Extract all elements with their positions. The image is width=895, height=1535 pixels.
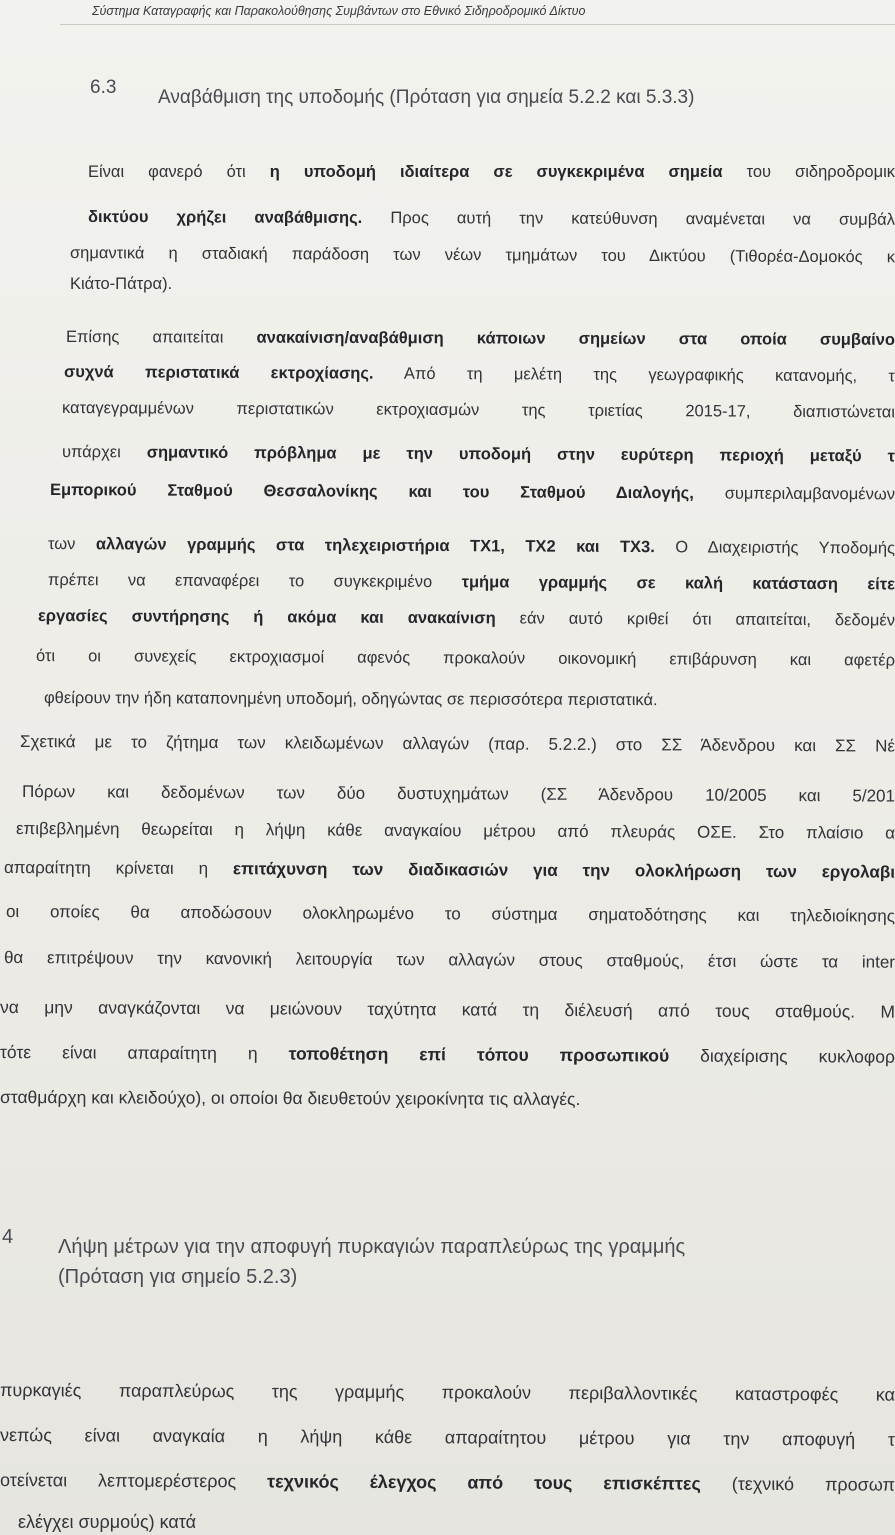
subsection-text-line: ελέγχει συρμούς) κατά — [18, 1512, 197, 1532]
body-text-line: απαραίτητη κρίνεται η επιτάχυνση των διαδικασιών για την ολοκλήρωση των εργολαβι — [3, 858, 895, 882]
body-text-line: πρέπει να επαναφέρει το συγκεκριμένο τμήμα γραμμής σε καλή κατάσταση είτε — [47, 571, 895, 594]
subsection-text-line: πυρκαγιές παραπλεύρως της γραμμής προκαλούν περιβαλλοντικές καταστροφές κα — [0, 1380, 895, 1405]
header-divider — [60, 24, 895, 25]
body-text-line: σταθμάρχη και κλειδούχο), οι οποίοι θα διευθετούν χειροκίνητα τις αλλαγές. — [0, 1087, 581, 1110]
subsection-title: Λήψη μέτρων για την αποφυγή πυρκαγιών παραπλεύρως της γραμμής — [58, 1236, 686, 1258]
body-text-line: Είναι φανερό ότι η υποδομή ιδιαίτερα σε συγκεκριμένα σημεία του σιδηροδρομικ — [88, 163, 895, 181]
section-title: Αναβάθμιση της υποδομής (Πρόταση για σημεία 5.2.2 και 5.3.3) — [158, 87, 695, 108]
section-number: 6.3 — [90, 77, 117, 98]
body-text-line: εργασίες συντήρησης ή ακόμα και ανακαίνιση εάν αυτό κριθεί ότι απαιτείται, δεδομέν — [37, 607, 895, 630]
body-text-line: να μην αναγκάζονται να μειώνουν ταχύτητα κατά τη διέλευσή από τους σταθμούς. Μ — [0, 997, 895, 1022]
body-text-line: φθείρουν την ήδη καταπονημένη υποδομή, οδηγώντας σε περισσότερα περιστατικά. — [43, 689, 658, 710]
body-text-line: Εμπορικού Σταθμού Θεσσαλονίκης και του Σταθμού Διαλογής, συμπεριλαμβανομένων — [49, 481, 895, 504]
subsection-subtitle: (Πρόταση για σημείο 5.2.3) — [58, 1266, 298, 1288]
body-text-line: τότε είναι απαραίτητη η τοποθέτηση επί τόπου προσωπικού διαχείρισης κυκλοφορ — [0, 1042, 895, 1067]
body-text-line: Κιάτο-Πάτρα). — [70, 275, 173, 293]
body-text-line: θα επιτρέψουν την κανονική λειτουργία των αλλαγών στους σταθμούς, έτσι ώστε τα inter — [3, 948, 895, 972]
running-header: Σύστημα Καταγραφής και Παρακολούθησης Συμβάντων στο Εθνικό Σιδηροδρομικό Δίκτυο — [92, 4, 586, 18]
body-text-line: επιβεβλημένη θεωρείται η λήψη κάθε αναγκαίου μέτρου από πλευράς ΟΣΕ. Στο πλαίσιο α — [15, 819, 895, 843]
body-text-line: οι οποίες θα αποδώσουν ολοκληρωμένο το σύστημα σηματοδότησης και τηλεδιοίκησης — [5, 902, 895, 926]
body-text-line: ότι οι συνεχείς εκτροχιασμοί αφενός προκαλούν οικονομική επιβάρυνση και αφετέρ — [35, 647, 895, 670]
subsection-text-line: νεπώς είναι αναγκαία η λήψη κάθε απαραίτητου μέτρου για την αποφυγή τ — [0, 1425, 895, 1450]
body-text-line: Επίσης απαιτείται ανακαίνιση/αναβάθμιση κάποιων σημείων στα οποία συμβαίνο — [65, 328, 895, 349]
body-text-line: δικτύου χρήζει αναβάθμισης. Προς αυτή την κατεύθυνση αναμένεται να συμβάλ — [87, 208, 895, 229]
body-text-line: σημαντικά η σταδιακή παράδοση των νέων τμημάτων του Δικτύου (Τιθορέα-Δομοκός κ — [69, 244, 895, 267]
subsection-text-line: οτείνεται λεπτομερέστερος τεχνικός έλεγχος από τους επισκέπτες (τεχνικό προσωπ — [0, 1470, 895, 1495]
body-text-line: υπάρχει σημαντικό πρόβλημα με την υποδομή στην ευρύτερη περιοχή μεταξύ τ — [61, 443, 895, 466]
body-text-line: Σχετικά με το ζήτημα των κλειδωμένων αλλαγών (παρ. 5.2.2.) στο ΣΣ Άδενδρου και ΣΣ Νέ — [19, 732, 895, 756]
body-text-line: Πόρων και δεδομένων των δύο δυστυχημάτων (ΣΣ Άδενδρου 10/2005 και 5/201 — [21, 782, 895, 806]
body-text-line: των αλλαγών γραμμής στα τηλεχειριστήρια ΤΧ1, ΤΧ2 και ΤΧ3. Ο Διαχειριστής Υποδομής — [47, 535, 895, 558]
body-text-line: καταγεγραμμένων περιστατικών εκτροχιασμών της τριετίας 2015-17, διαπιστώνεται — [61, 399, 895, 422]
body-text-line: συχνά περιστατικά εκτροχίασης. Από τη μελέτη της γεωγραφικής κατανομής, τ — [63, 363, 895, 386]
subsection-number: 4 — [2, 1226, 14, 1248]
